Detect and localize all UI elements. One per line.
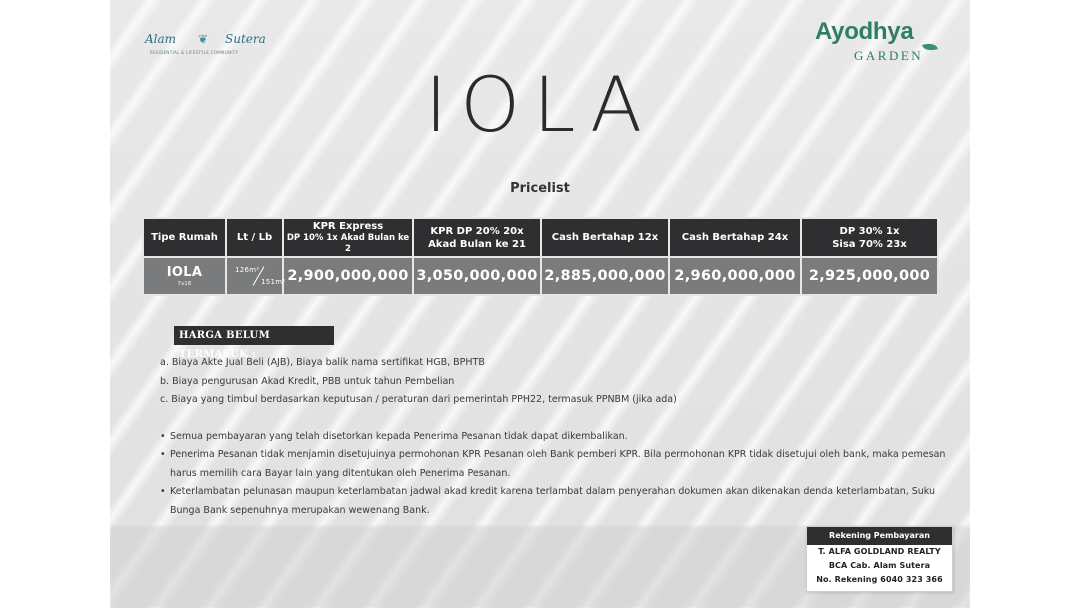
- cell-lt-lb: [226, 257, 286, 295]
- pricelist-sheet: [110, 0, 970, 608]
- pricelist-heading: Pricelist: [510, 181, 570, 196]
- cell-kpr-dp: 3,050,000,000: [413, 257, 541, 295]
- leaf-icon: [922, 41, 938, 52]
- page-title: IOLA: [424, 60, 656, 149]
- rekening-title: Rekening Pembayaran: [807, 527, 952, 545]
- cell-tipe-dimension: 7x18: [177, 280, 192, 287]
- header-dp-30-sub: Sisa 70% 23x: [832, 238, 907, 250]
- header-kpr-express-title: KPR Express: [312, 220, 384, 232]
- header-kpr-express-sub: DP 10% 1x Akad Bulan ke 2: [286, 232, 410, 254]
- table-header-row: [143, 218, 938, 257]
- header-dp-30-title: DP 30% 1x: [839, 225, 900, 237]
- alam-logo-tagline: RESIDENTIAL & LIFESTYLE COMMUNITY: [150, 50, 239, 55]
- cell-lb: 151m²: [261, 278, 286, 286]
- header-lt-lb: Lt / Lb: [226, 218, 283, 257]
- cell-cash-24x: 2,960,000,000: [669, 257, 801, 295]
- exclusions-list: [160, 354, 960, 410]
- header-kpr-dp-sub: Akad Bulan ke 21: [428, 238, 526, 250]
- alam-logo-left-text: Alam: [145, 32, 177, 46]
- list-item: • Keterlambatan pelunasan maupun keterlambatan jadwal akad kredit karena terlambat dalam penyerahan dokumen akan dikenakan denda keterlambatan, Suku Bunga Bank sepenuhnya merupakan wewenang Bank.: [160, 483, 960, 520]
- list-item: c. Biaya yang timbul berdasarkan keputusan / peraturan dari pemerintah PPH22, termasuk PPNBM (jika ada): [160, 394, 677, 405]
- harga-belum-termasuk-label: HARGA BELUM TERMASUK :: [174, 326, 334, 345]
- cell-cash-12x: 2,885,000,000: [541, 257, 669, 295]
- header-kpr-express: [283, 218, 413, 257]
- rekening-line-1: T. ALFA GOLDLAND REALTY: [818, 547, 941, 556]
- cell-tipe: [143, 257, 226, 295]
- terms-list: [160, 428, 960, 521]
- rekening-box: [806, 526, 953, 592]
- cell-tipe-name: IOLA: [166, 264, 203, 280]
- header-cash-24x: Cash Bertahap 24x: [669, 218, 801, 257]
- cell-kpr-express: 2,900,000,000: [283, 257, 413, 295]
- cell-dp-30: 2,925,000,000: [801, 257, 938, 295]
- cell-lt: 126m²: [235, 266, 260, 274]
- header-kpr-dp-title: KPR DP 20% 20x: [430, 225, 524, 237]
- list-item: • Semua pembayaran yang telah disetorkan kepada Penerima Pesanan tidak dapat dikembalikan.: [160, 428, 960, 447]
- rekening-line-2: BCA Cab. Alam Sutera: [828, 561, 931, 570]
- header-cash-12x: Cash Bertahap 12x: [541, 218, 669, 257]
- header-dp-30: [801, 218, 938, 257]
- price-table: [142, 217, 939, 296]
- rekening-line-3: No. Rekening 6040 323 366: [816, 575, 943, 584]
- garden-logo-word: GARDEN: [854, 48, 924, 63]
- alam-logo-right-text: Sutera: [225, 32, 266, 46]
- list-item: • Penerima Pesanan tidak menjamin disetujuinya permohonan KPR Pesanan oleh Bank pemberi KPR. Bila permohonan KPR tidak disetujui oleh bank, maka pemesan harus memilih cara Bayar lain yang ditentukan oleh Penerima Pesanan.: [160, 446, 960, 483]
- notes-section: [160, 354, 960, 520]
- header-kpr-dp: [413, 218, 541, 257]
- ayodhya-logo-word: Ayodhya: [815, 18, 914, 45]
- alam-sutera-logo: [140, 32, 270, 62]
- list-item: a. Biaya Akte Jual Beli (AJB), Biaya balik nama sertifikat HGB, BPHTB: [160, 357, 485, 368]
- header-tipe-rumah: Tipe Rumah: [143, 218, 226, 257]
- table-row: [143, 257, 938, 295]
- lotus-icon: ❦: [198, 32, 209, 46]
- list-item: b. Biaya pengurusan Akad Kredit, PBB untuk tahun Pembelian: [160, 375, 455, 387]
